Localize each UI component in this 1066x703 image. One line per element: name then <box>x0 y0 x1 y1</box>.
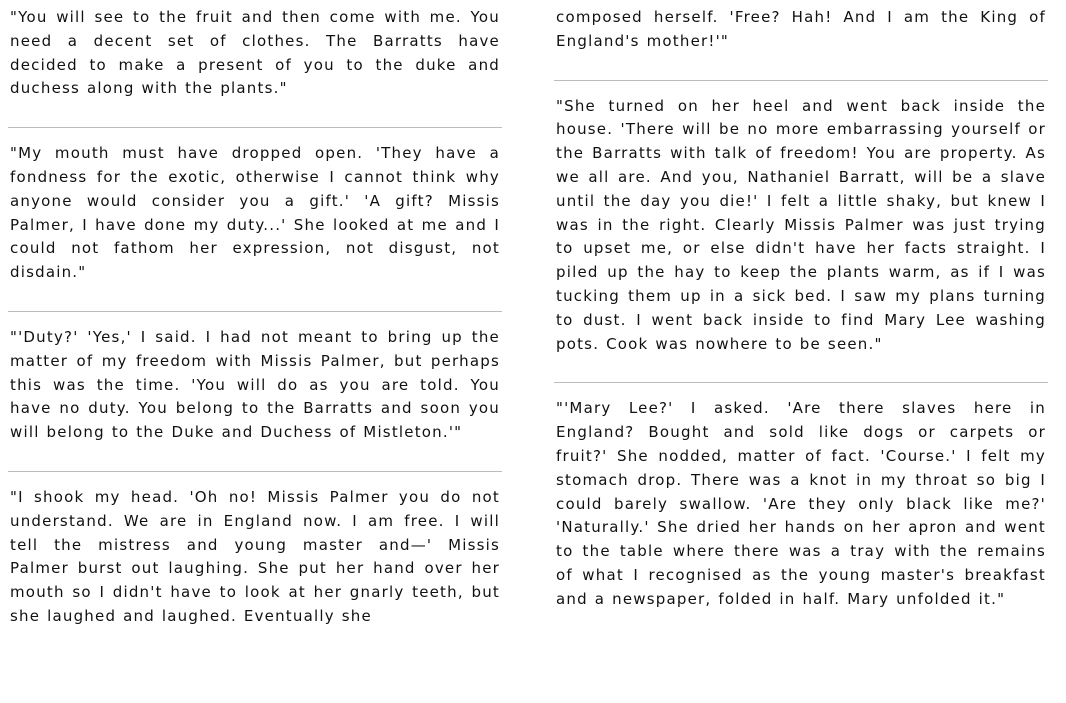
paragraph-divider <box>554 382 1048 383</box>
left-column <box>8 0 502 629</box>
paragraph-divider <box>8 311 502 312</box>
right-column <box>554 0 1048 612</box>
paragraph: "'Duty?' 'Yes,' I said. I had not meant to bring up the matter of my freedom with Missis Palmer, but perhaps this was the time. 'You will do as you are told. You have no duty. You belong to the Barratts and soon you will belong to the Duke and Duchess of Mistleton.'" <box>10 327 500 442</box>
paragraph: "'Mary Lee?' I asked. 'Are there slaves here in England? Bought and sold like dogs or carpets or fruit?' She nodded, matter of fact. 'Course.' I felt my stomach drop. There was a knot in my throat so big I could barely swallow. 'Are they only black like me?' 'Naturally.' She dried her hands on her apron and went to the table where there was a tray with the remains of what I recognised as the young master's breakfast and a newspaper, folded in half. Mary unfolded it." <box>556 399 1046 608</box>
paragraph-divider <box>8 471 502 472</box>
paragraph-divider <box>554 80 1048 81</box>
paragraph: "I shook my head. 'Oh no! Missis Palmer you do not understand. We are in England now. I am free. I will tell the mistress and young master and—' Missis Palmer burst out laughing. She put her hand over her mouth so I didn't have to look at her gnarly teeth, but she laughed and laughed. Eventually she <box>10 487 500 625</box>
paragraph-divider <box>8 127 502 128</box>
paragraph: "She turned on her heel and went back inside the house. 'There will be no more embarrassing yourself or the Barratts with talk of freedom! You are property. As we all are. And you, Nathaniel Barratt, will be a slave until the day you die!' I felt a little shaky, but knew I was in the right. Clearly Missis Palmer was just trying to upset me, or else didn't have her facts straight. I piled up the hay to keep the plants warm, as if I was tucking them up in a sick bed. I saw my plans turning to dust. I went back inside to find Mary Lee washing pots. Cook was nowhere to be seen." <box>556 96 1046 353</box>
paragraph: composed herself. 'Free? Hah! And I am the King of England's mother!'" <box>556 8 1046 50</box>
paragraph: "My mouth must have dropped open. 'They have a fondness for the exotic, otherwise I cannot think why anyone would consider you a gift.' 'A gift? Missis Palmer, I have done my duty...' She looked at me and I could not fathom her expression, not disgust, not disdain." <box>10 144 500 282</box>
paragraph: "You will see to the fruit and then come with me. You need a decent set of clothes. The Barratts have decided to make a present of you to the duke and duchess along with the plants." <box>10 8 500 98</box>
